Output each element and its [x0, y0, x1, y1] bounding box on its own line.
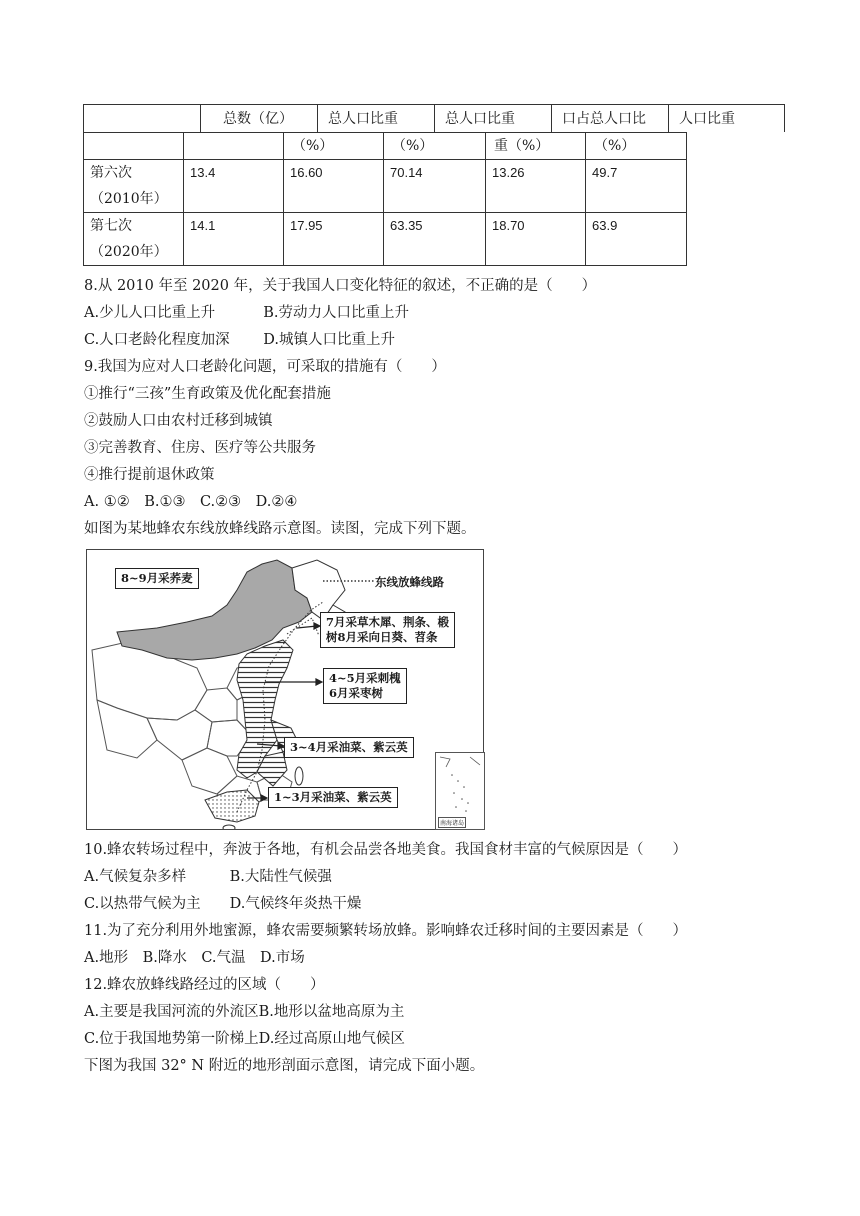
map-legend: 东线放蜂线路 — [375, 575, 444, 589]
header-cell: 总数（亿） — [200, 104, 318, 132]
header-cell — [83, 104, 201, 132]
table-cell: 13.26 — [485, 159, 586, 213]
question-11-options: A.地形 B.降水 C.气温 D.市场 — [84, 950, 305, 966]
question-12-stem: 12.蜂农放蜂线路经过的区域（ ） — [84, 977, 325, 993]
bee-route-map — [86, 549, 484, 830]
question-12-options-cd: C.位于我国地势第一阶梯上D.经过高原山地气候区 — [84, 1031, 405, 1047]
label-line: 树8月采向日葵、苕条 — [326, 630, 438, 644]
label-south: 1~3月采油菜、紫云英 — [268, 787, 398, 808]
inset-caption: 南海诸岛 — [438, 817, 466, 828]
header-cell: 总人口比重 — [317, 104, 435, 132]
table-cell: 18.70 — [485, 212, 586, 266]
map-intro: 如图为某地蜂农东线放蜂线路示意图。读图，完成下列下题。 — [84, 521, 476, 537]
table-cell: 70.14 — [383, 159, 486, 213]
table-cell: 14.1 — [183, 212, 284, 266]
question-10-options-ab: A.气候复杂多样 B.大陆性气候强 — [84, 869, 332, 885]
table-cell: 17.95 — [283, 212, 384, 266]
question-8-stem: 8.从 2010 年至 2020 年，关于我国人口变化特征的叙述，不正确的是（ ） — [84, 278, 597, 294]
header-cell: 总人口比重 — [434, 104, 552, 132]
header-cell: 重（%） — [485, 132, 586, 159]
table-cell: 63.35 — [383, 212, 486, 266]
label-line: 7月采草木犀、荆条、椴 — [326, 615, 450, 629]
label-northeast — [320, 612, 455, 648]
question-8-options-ab: A.少儿人口比重上升 B.劳动力人口比重上升 — [84, 305, 409, 321]
header-cell: （%） — [585, 132, 687, 159]
label-line: 4~5月采刺槐 — [329, 671, 401, 685]
header-cell — [183, 132, 284, 159]
table-row — [84, 212, 687, 266]
question-10-options-cd: C.以热带气候为主 D.气候终年炎热干燥 — [84, 896, 362, 912]
question-9-item: ④推行提前退休政策 — [84, 467, 215, 483]
label-north-china — [323, 668, 407, 704]
table-header-row-2 — [84, 132, 687, 159]
header-cell: （%） — [283, 132, 384, 159]
label-line: 6月采枣树 — [329, 686, 384, 700]
row-label: 第六次（2010年） — [83, 159, 184, 213]
question-12-options-ab: A.主要是我国河流的外流区B.地形以盆地高原为主 — [84, 1004, 405, 1020]
table-cell: 13.4 — [183, 159, 284, 213]
question-9-item: ①推行“三孩”生育政策及优化配套措施 — [84, 386, 331, 402]
question-10-stem: 10.蜂农转场过程中，奔波于各地，有机会品尝各地美食。我国食材丰富的气候原因是（ ） — [84, 842, 688, 858]
header-cell — [83, 132, 184, 159]
table-cell: 16.60 — [283, 159, 384, 213]
question-8-options-cd: C.人口老龄化程度加深 D.城镇人口比重上升 — [84, 332, 396, 348]
question-9-item: ③完善教育、住房、医疗等公共服务 — [84, 440, 316, 456]
table-cell: 63.9 — [585, 212, 687, 266]
south-china-sea-inset — [435, 752, 485, 830]
question-9-item: ②鼓励人口由农村迁移到城镇 — [84, 413, 273, 429]
label-central: 3~4月采油菜、紫云英 — [284, 737, 414, 758]
table-header-row-1 — [84, 104, 785, 132]
header-cell: 口占总人口比 — [551, 104, 669, 132]
header-cell: 人口比重 — [668, 104, 785, 132]
profile-intro: 下图为我国 32° N 附近的地形剖面示意图，请完成下面小题。 — [84, 1058, 485, 1074]
row-label: 第七次（2020年） — [83, 212, 184, 266]
label-buckwheat: 8~9月采荞麦 — [115, 568, 199, 589]
question-9-options: A. ①② B.①③ C.②③ D.②④ — [84, 494, 298, 510]
table-cell: 49.7 — [585, 159, 687, 213]
dotted-south-region — [205, 790, 259, 822]
question-9-stem: 9.我国为应对人口老龄化问题，可采取的措施有（ ） — [84, 359, 446, 375]
table-row — [84, 159, 687, 213]
question-11-stem: 11.为了充分利用外地蜜源，蜂农需要频繁转场放蜂。影响蜂农迁移时间的主要因素是（ ） — [84, 923, 688, 939]
header-cell: （%） — [383, 132, 486, 159]
